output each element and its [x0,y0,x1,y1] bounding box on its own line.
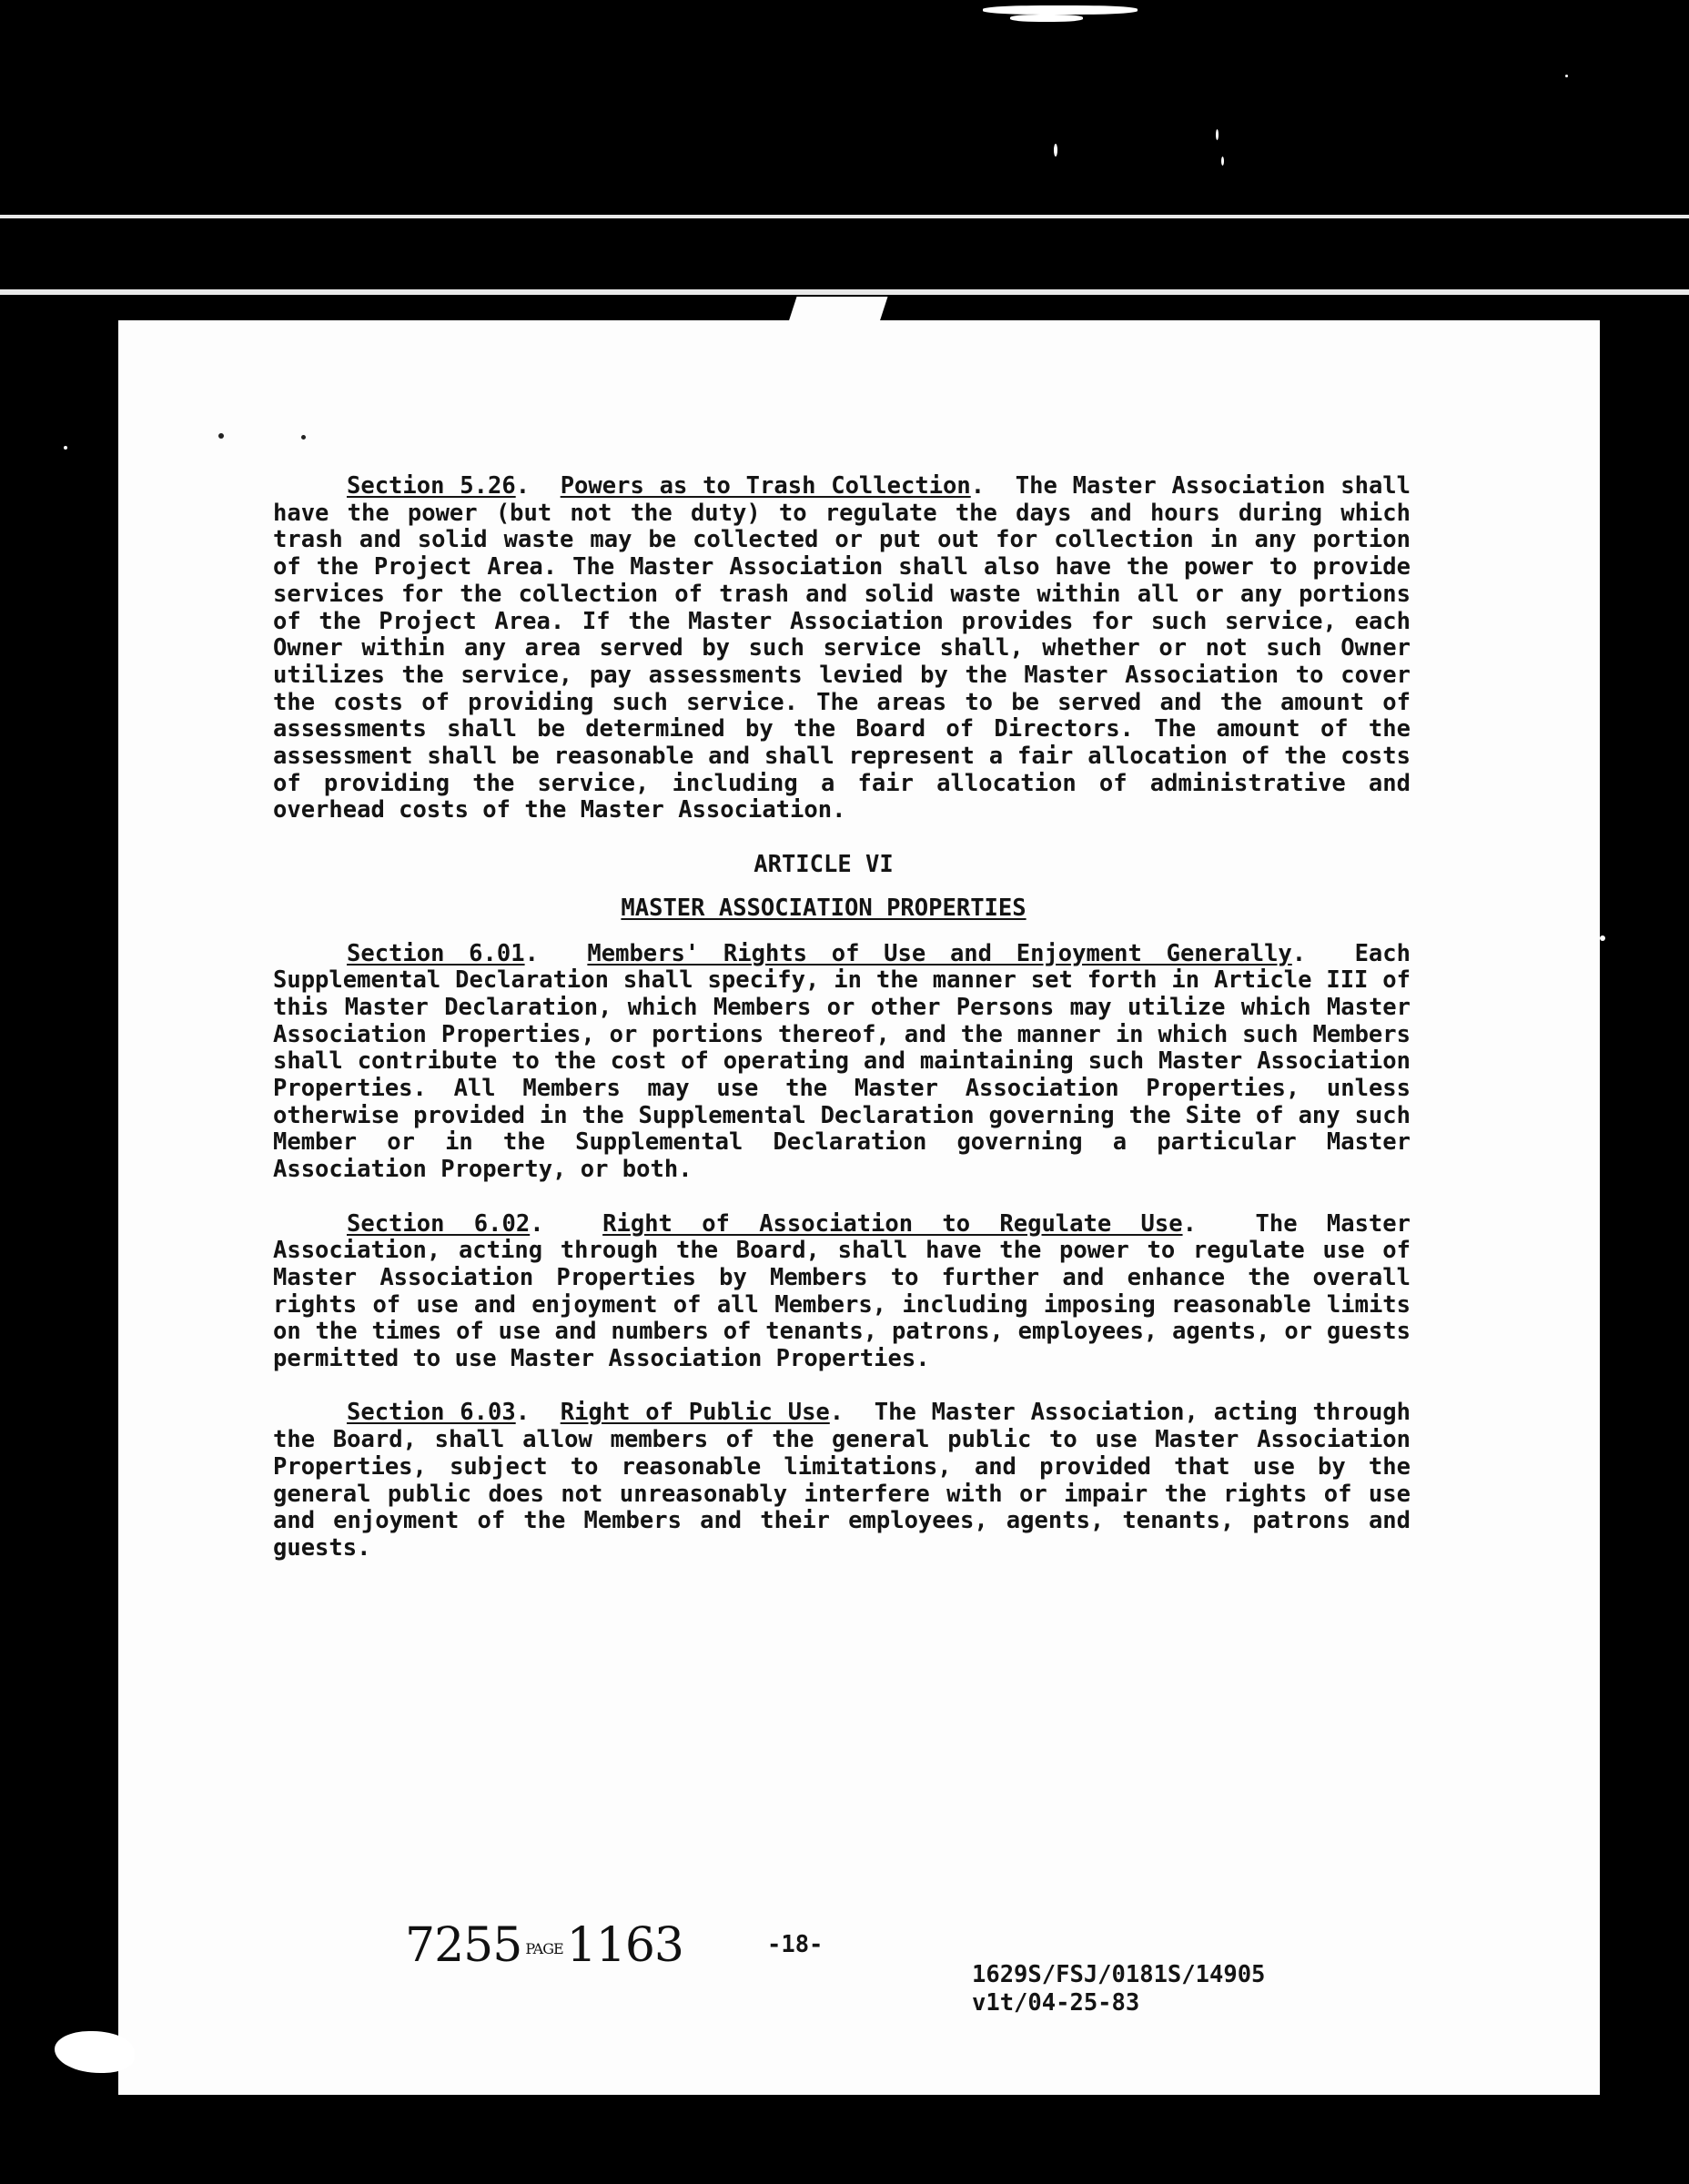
document-body [273,473,1411,1562]
section-6-03: Section 6.03. Right of Public Use. The Master Association, acting through the Board, shall allow members of the general public to use Master Association Properties, subject to reasonable limitations, and provided that use by the general public does not unreasonably interfere with or impair the rights of use and enjoyment of the Members and their employees, agents, tenants, patrons and guests. [273,1399,1411,1562]
scan-speck [1054,144,1057,157]
recording-page: 1163 [566,1918,683,1973]
scan-speck [1216,129,1219,140]
section-6-01: Section 6.01. Members' Rights of Use and Enjoyment Generally. Each Supplemental Declaration shall specify, in the manner set forth in Article III of this Master Declaration, which Members or other Persons may utilize which Master Association Properties, or portions thereof, and the manner in which such Members shall contribute to the cost of operating and maintaining such Master Association Properties. All Members may use the Master Association Properties, unless otherwise provided in the Supplemental Declaration governing the Site of any such Member or in the Supplemental Declaration governing a particular Master Association Property, or both. [273,939,1411,1184]
document-code [972,1961,1265,2017]
scan-speck [1600,935,1605,941]
section-6-02: Section 6.02. Right of Association to Regulate Use. The Master Association, acting through the Board, shall have the power to regulate use of Master Association Properties by Members to further and enhance the overall rights of use and enjoyment of all Members, including imposing reasonable limits on the times of use and numbers of tenants, patrons, employees, agents, or guests permitted to use Master Association Properties. [273,1209,1411,1373]
section-title: Powers as to Trash Collection [560,472,971,500]
scan-line-bottom [0,289,1689,295]
page-number: -18- [767,1931,824,1958]
section-heading: Section 5.26 [347,472,516,500]
section-body: Each Supplemental Declaration shall specify, in the manner set forth in Article III of this Master Declaration, which Members or other Persons may utilize which Master Association Properties, or portions thereof, and the manner in which such Members shall contribute to the cost of operating and maintaining such Master Association Properties. All Members may use the Master Association Properties, unless otherwise provided in the Supplemental Declaration governing the Site of any such Member or in the Supplemental Declaration governing a particular Master Association Property, or both. [273,939,1411,1184]
page-dot [301,435,306,440]
section-heading: Section 6.02 [347,1209,531,1238]
section-heading: Section 6.03 [347,1399,516,1427]
section-body: The Master Association, acting through the Board, shall have the power to regulate use of Master Association Properties by Members to further and enhance the overall rights of use and enjoyment of all Members, including imposing reasonable limits on the times of use and numbers of tenants, patrons, employees, agents, or guests permitted to use Master Association Properties. [273,1209,1411,1373]
scan-speck [983,5,1138,15]
article-title: MASTER ASSOCIATION PROPERTIES [621,894,1027,922]
section-title: Right of Public Use [560,1399,830,1427]
scan-line-top [0,215,1689,218]
article-number: ARTICLE VI [753,851,894,879]
scan-blot [55,2031,135,2073]
doc-code-line-2: v1t/04-25-83 [972,1989,1140,2017]
section-5-26: Section 5.26. Powers as to Trash Collection. The Master Association shall have the power (but not the duty) to regulate the days and hours during which trash and solid waste may be collected or put out for collection in any portion of the Project Area. The Master Association shall also have the power to provide services for the collection of trash and solid waste within all or any portions of the Project Area. If the Master Association provides for such service, each Owner within any area served by such service shall, whether or not such Owner utilizes the service, pay assessments levied by the Master Association to cover the costs of providing such service. The areas to be served and the amount of assessments shall be determined by the Board of Directors. The amount of the assessment shall be reasonable and shall represent a fair allocation of the costs of providing the service, including a fair allocation of administrative and overhead costs of the Master Association. [273,472,1411,824]
book-number: 7255 [405,1918,522,1973]
scan-speck [1010,15,1083,22]
scan-speck [64,446,67,450]
section-heading: Section 6.01 [347,939,525,967]
section-title: Members' Rights of Use and Enjoyment Generally [587,939,1292,967]
page-dot [218,433,224,439]
recording-stamp [405,1918,683,1973]
page-label: PAGE [525,1940,563,1957]
section-title: Right of Association to Regulate Use [602,1209,1183,1238]
section-body: The Master Association shall have the power (but not the duty) to regulate the days and hours during which trash and solid waste may be collected or put out for collection in any portion of the Project Area. The Master Association shall also have the power to provide services for the collection of trash and solid waste within all or any portions of the Project Area. If the Master Association provides for such service, each Owner within any area served by such service shall, whether or not such Owner utilizes the service, pay assessments levied by the Master Association to cover the costs of providing such service. The areas to be served and the amount of assessments shall be determined by the Board of Directors. The amount of the assessment shall be reasonable and shall represent a fair allocation of the costs of providing the service, including a fair allocation of administrative and overhead costs of the Master Association. [273,472,1411,824]
scan-speck [1221,157,1224,166]
section-body: The Master Association, acting through the Board, shall allow members of the general public to use Master Association Properties, subject to reasonable limitations, and provided that use by the general public does not unreasonably interfere with or impair the rights of use and enjoyment of the Members and their employees, agents, tenants, patrons and guests. [273,1399,1411,1562]
scan-speck [1565,75,1568,77]
doc-code-line-1: 1629S/FSJ/0181S/14905 [972,1961,1266,1988]
